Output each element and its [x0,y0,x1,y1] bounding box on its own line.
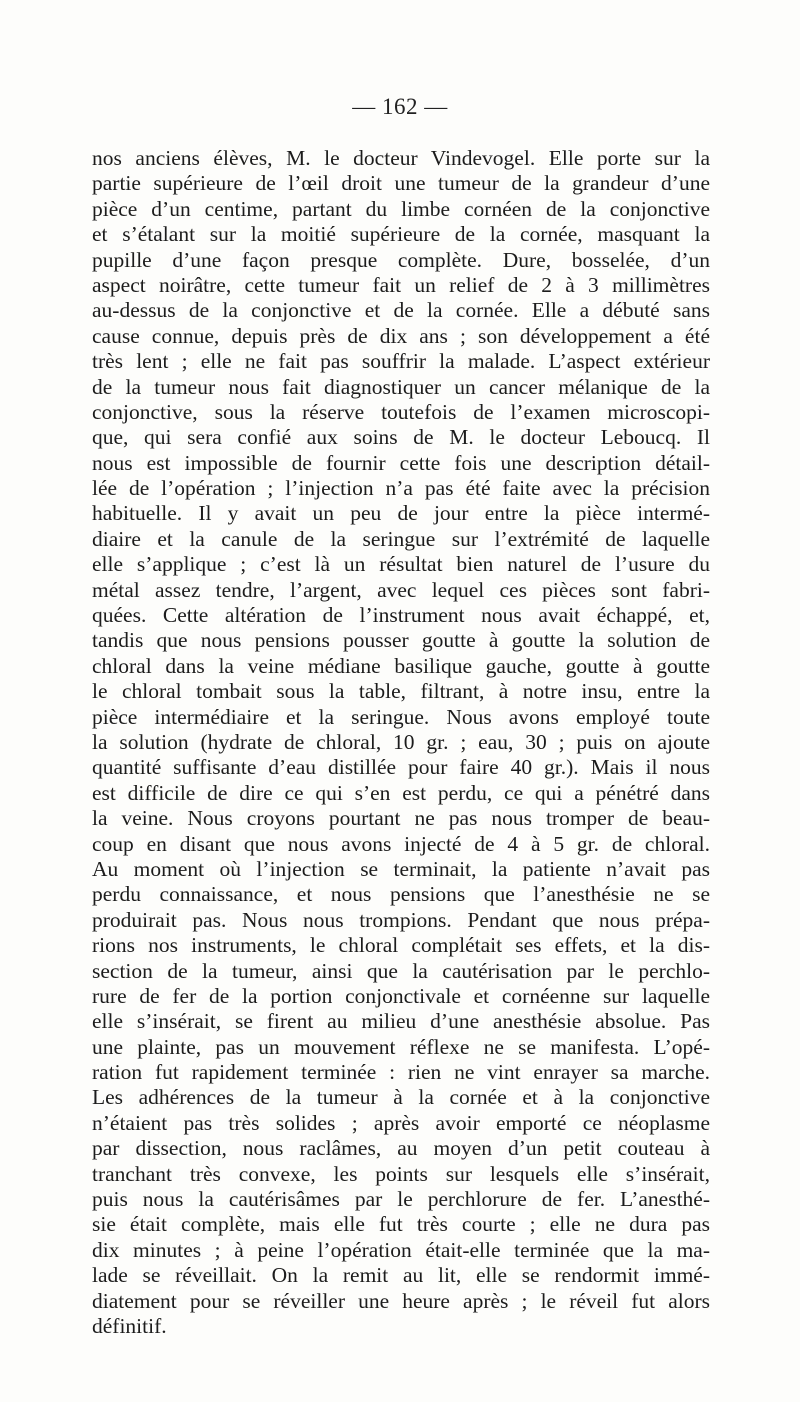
text-line: définitif. [92,1313,167,1338]
text-line: tranchant très convexe, les points sur lesquels elle s’insérait, [92,1161,710,1186]
text-line: dix minutes ; à peine l’opération était-elle terminée que la ma- [92,1237,710,1262]
text-line: au-dessus de la conjonctive et de la cornée. Elle a débuté sans [92,298,710,323]
text-line: rure de fer de la portion conjonctivale et cornéenne sur laquelle [92,983,710,1008]
text-line: métal assez tendre, l’argent, avec lequel ces pièces sont fabri- [92,577,710,602]
text-line: coup en disant que nous avons injecté de 4 à 5 gr. de chloral. [92,831,710,856]
text-line: lée de l’opération ; l’injection n’a pas été faite avec la précision [92,476,710,501]
text-line: cause connue, depuis près de dix ans ; son développement a été [92,323,710,348]
text-line: section de la tumeur, ainsi que la cautérisation par le perchlo- [92,958,710,983]
body-text [92,146,710,1339]
text-line: perdu connaissance, et nous pensions que l’anesthésie ne se [92,882,710,907]
text-line: puis nous la cautérisâmes par le perchlorure de fer. L’anesthé- [92,1187,710,1212]
text-line: elle s’insérait, se firent au milieu d’une anesthésie absolue. Pas [92,1009,710,1034]
text-line: elle s’applique ; c’est là un résultat bien naturel de l’usure du [92,552,710,577]
text-line: et s’étalant sur la moitié supérieure de la cornée, masquant la [92,222,710,247]
text-line: lade se réveillait. On la remit au lit, elle se rendormit immé- [92,1263,710,1288]
text-line: une plainte, pas un mouvement réflexe ne se manifesta. L’opé- [92,1034,710,1059]
text-line: nos anciens élèves, M. le docteur Vindevogel. Elle porte sur la [92,146,710,170]
text-line: sie était complète, mais elle fut très courte ; elle ne dura pas [92,1212,710,1237]
text-line: rions nos instruments, le chloral complétait ses effets, et la dis- [92,933,710,958]
text-line: que, qui sera confié aux soins de M. le docteur Leboucq. Il [92,425,710,450]
text-line: Au moment où l’injection se terminait, la patiente n’avait pas [92,856,710,881]
text-line: le chloral tombait sous la table, filtrant, à notre insu, entre la [92,679,710,704]
text-line: Les adhérences de la tumeur à la cornée et à la conjonctive [92,1085,710,1110]
text-line: partie supérieure de l’œil droit une tumeur de la grandeur d’une [92,171,710,196]
text-line: ration fut rapidement terminée : rien ne vint enrayer sa marche. [92,1060,710,1085]
text-line: très lent ; elle ne fait pas souffrir la malade. L’aspect extérieur [92,349,710,374]
text-line: habituelle. Il y avait un peu de jour entre la pièce intermé- [92,501,710,526]
text-line: conjonctive, sous la réserve toutefois de l’examen microscopi- [92,399,710,424]
text-line: pupille d’une façon presque complète. Dure, bosselée, d’un [92,247,710,272]
text-line: produirait pas. Nous nous trompions. Pendant que nous prépa- [92,907,710,932]
text-line: tandis que nous pensions pousser goutte à goutte la solution de [92,628,710,653]
text-line: nous est impossible de fournir cette fois une description détail- [92,450,710,475]
text-line: aspect noirâtre, cette tumeur fait un relief de 2 à 3 millimètres [92,272,710,297]
text-line: quantité suffisante d’eau distillée pour faire 40 gr.). Mais il nous [92,755,710,780]
text-line: la veine. Nous croyons pourtant ne pas nous tromper de beau- [92,806,710,831]
text-line: quées. Cette altération de l’instrument nous avait échappé, et, [92,603,710,628]
page-number: — 162 — [352,94,448,119]
text-line: pièce intermédiaire et la seringue. Nous avons employé toute [92,704,710,729]
text-line: est difficile de dire ce qui s’en est perdu, ce qui a pénétré dans [92,780,710,805]
text-line: diaire et la canule de la seringue sur l’extrémité de laquelle [92,526,710,551]
text-line: pièce d’un centime, partant du limbe cornéen de la conjonctive [92,196,710,221]
text-line: la solution (hydrate de chloral, 10 gr. ; eau, 30 ; puis on ajoute [92,729,710,754]
text-line: chloral dans la veine médiane basilique gauche, goutte à goutte [92,653,710,678]
text-line: par dissection, nous raclâmes, au moyen d’un petit couteau à [92,1136,710,1161]
text-line: de la tumeur nous fait diagnostiquer un cancer mélanique de la [92,374,710,399]
text-line: diatement pour se réveiller une heure après ; le réveil fut alors [92,1288,710,1313]
text-line: n’étaient pas très solides ; après avoir emporté ce néoplasme [92,1110,710,1135]
